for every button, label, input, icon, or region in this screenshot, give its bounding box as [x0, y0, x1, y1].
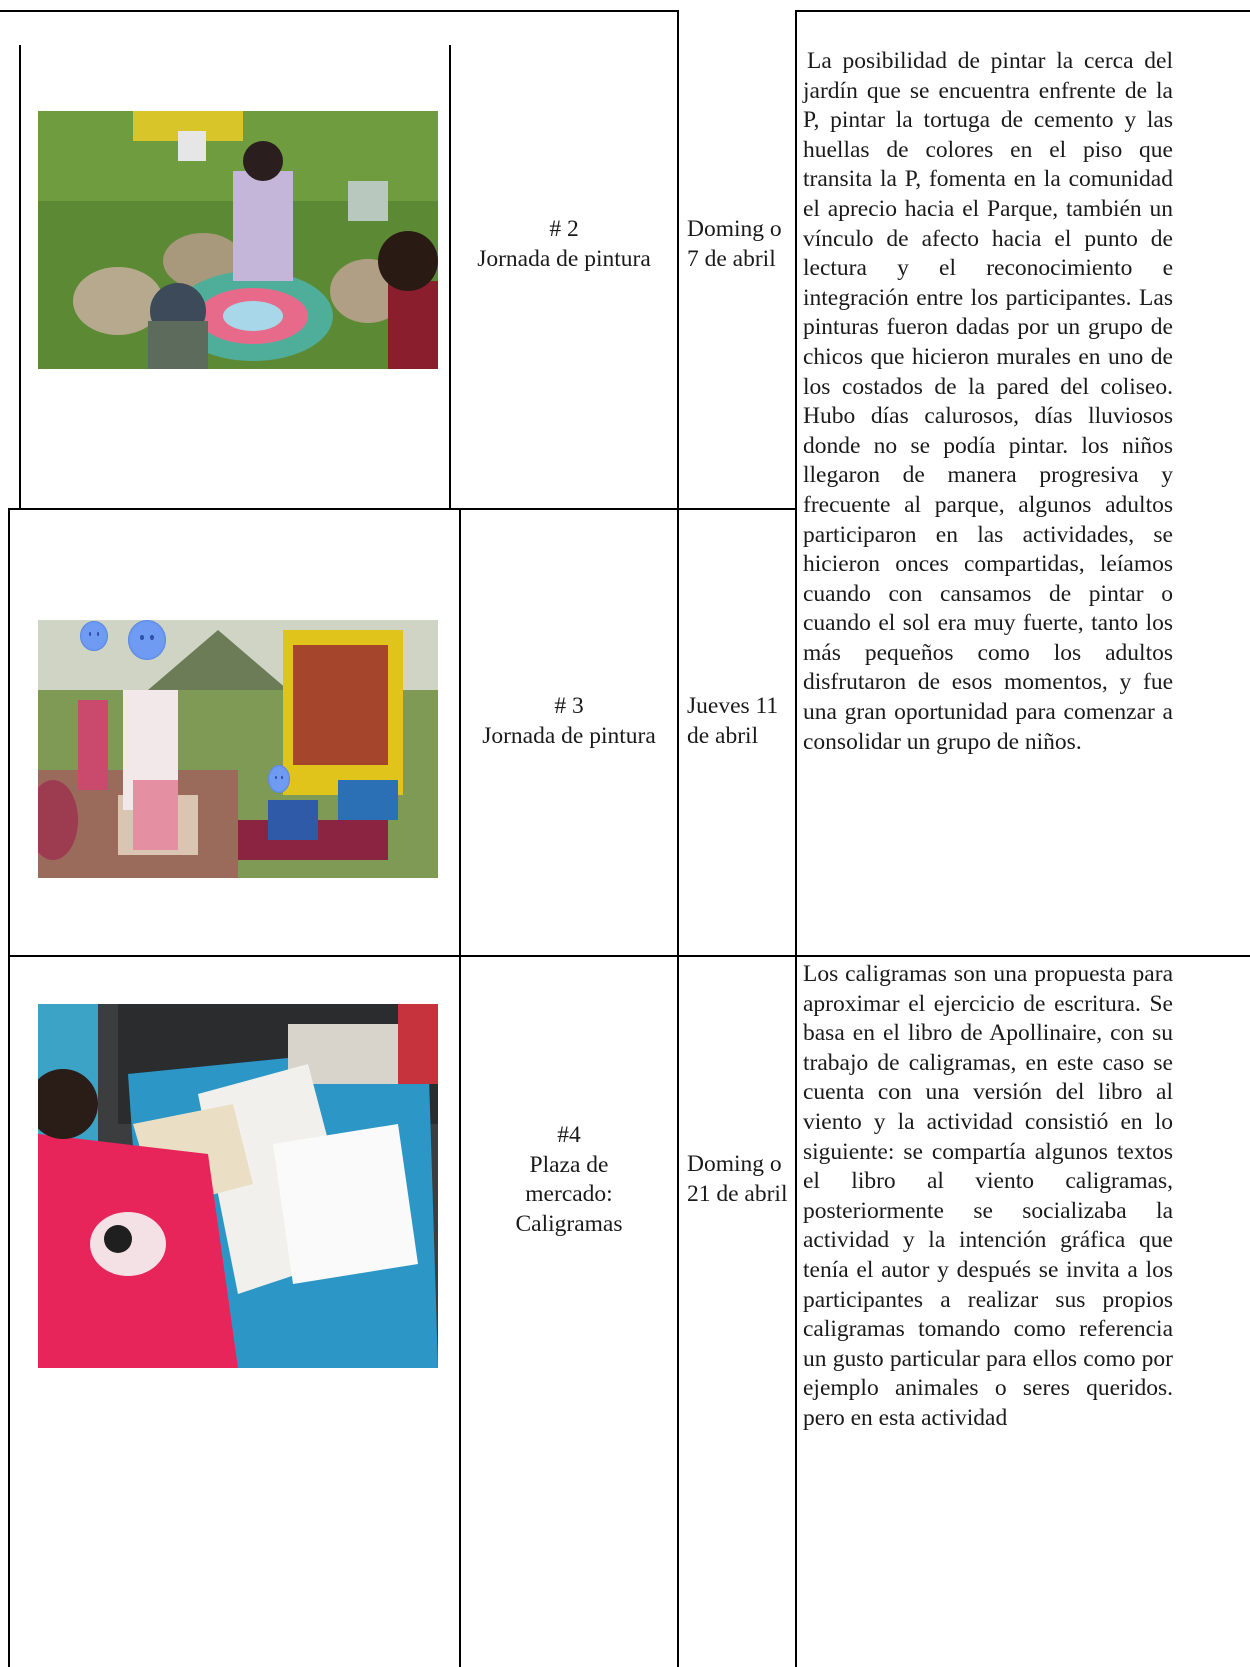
- activity-title: Plaza de mercado: Caligramas: [515, 1151, 623, 1237]
- painting-description: La posibilidad de pintar la cerca del jardín que se encuentra enfrente de la P, pintar la tortuga de cemento y las huellas de colores en el piso que transita la P, fomenta en la comunidad el aprecio hacia el Parque, también un vínculo de afecto hacia el punto de lectura y el reconocimiento e integración entre los participantes. Las pinturas fueron dadas por un grupo de chicos que hicieron murales en uno de los costados de la pared del coliseo. Hubo días calurosos, días lluviosos donde no se podía pintar. los niños llegaron de manera progresiva y frecuente al parque, algunos adultos participaron en las actividades, se hicieron onces compartidas, leíamos cuando con cansamos de pintar o cuando el sol era muy fuerte, tanto los más pequeños como los adultos disfrutaron de esos momentos, y fue una gran oportunidad para comenzar a consolidar un grupo de niños.: [803, 48, 1173, 755]
- activity-title: Jornada de pintura: [482, 722, 656, 749]
- activity-photo: [38, 620, 438, 878]
- blurred-face-icon: [80, 621, 108, 651]
- activity-number: #4: [557, 1122, 581, 1148]
- painting-photo-illustration: [38, 620, 438, 878]
- activity-date: Jueves 11 de abril: [687, 693, 779, 749]
- blurred-face-icon: [128, 620, 166, 660]
- activity-date: Doming o 21 de abril: [687, 1151, 788, 1207]
- calligram-photo-illustration: [38, 1004, 438, 1368]
- activity-number: # 3: [554, 693, 584, 719]
- activity-date: Doming o 7 de abril: [687, 216, 782, 272]
- activity-title: Jornada de pintura: [477, 245, 651, 272]
- blurred-face-icon: [268, 765, 290, 793]
- activity-photo: [38, 111, 438, 369]
- calligrams-description: Los caligramas son una propuesta para aproximar el ejercicio de escritura. Se basa en el libro de Apollinaire, con su trabajo de caligramas, en este caso se cuenta con una versión del libro al viento y la actividad consistió en lo siguiente: se compartía algunos textos el libro al viento caligramas, posteriormente se socializaba la actividad y la intención gráfica que tenía el autor y después se invita a los participantes a realizar sus propios caligramas tomando como referencia un gusto particular para ellos como por ejemplo animales o seres queridos. pero en esta actividad: [803, 961, 1173, 1431]
- activity-number: # 2: [549, 216, 579, 242]
- painting-photo-illustration: [38, 111, 438, 369]
- activity-photo: [38, 1004, 438, 1368]
